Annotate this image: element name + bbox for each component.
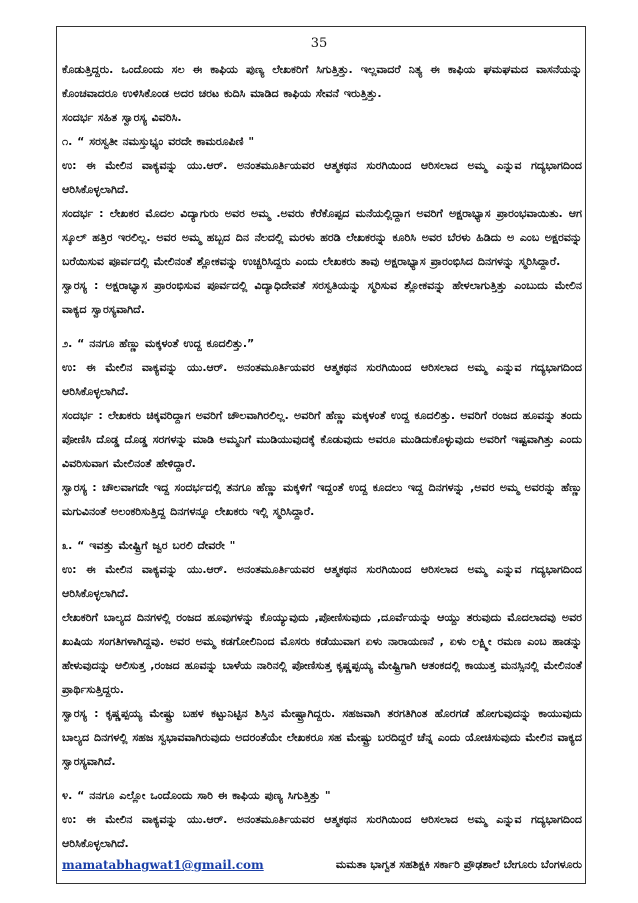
question-1: ೧. “ ಸರಸ್ವತೀ ನಮಸ್ತುಭ್ಯಂ ವರದೇ ಕಾಮರೂಪಿಣಿ " [62, 135, 255, 148]
section-heading: ಸಂದರ್ಭ ಸಹಿತ ಸ್ವಾರಸ್ಯ ವಿವರಿಸಿ. [62, 111, 182, 124]
answer-1-significance: ಸ್ವಾರಸ್ಯ : ಅಕ್ಷರಾಭ್ಯಾಸ ಪ್ರಾರಂಭಿಸುವ ಪೂರ್ವದಲ್ಲಿ ವಿದ್ಯಾಧಿದೇವತೆ ಸರಸ್ವತಿಯನ್ನು ಸ್ಮರಿಸುವ ಶ್ಲೋಕವನ್ನು ಹೇಳಲಾಗುತ್ತಿತ್ತು ಎಂಬುದು ಮೇಲಿನ ವಾಕ್ಯದ ಸ್ವಾರಸ್ಯವಾಗಿದೆ. [62, 279, 582, 316]
question-3: ೩. “ ಇವತ್ತು ಮೇಷ್ಟ್ರಿಗೆ ಜ್ವರ ಬರಲಿ ದೇವರೇ " [62, 539, 236, 552]
answer-2-significance: ಸ್ವಾರಸ್ಯ : ಚೌಲವಾಗದೇ ಇದ್ದ ಸಂದರ್ಭದಲ್ಲಿ ತನಗೂ ಹೆಣ್ಣು ಮಕ್ಕಳಿಗೆ ಇದ್ದಂತೆ ಉದ್ದ ಕೂದಲು ಇದ್ದ ದಿನಗಳನ್ನು ,ಅವರ ಅಮ್ಮ ಅವರನ್ನು ಹೆಣ್ಣು ಮಗುವಿನಂತೆ ಅಲಂಕರಿಸುತ್ತಿದ್ದ ದಿನಗಳನ್ನೂ ಲೇಖಕರು ಇಲ್ಲಿ ಸ್ಮರಿಸಿದ್ದಾರೆ. [62, 481, 582, 518]
answer-4-source: ಉ: ಈ ಮೇಲಿನ ವಾಕ್ಯವನ್ನು ಯು.ಆರ್. ಅನಂತಮೂರ್ತಿಯವರ ಆತ್ಮಕಥನ ಸುರಗಿಯಿಂದ ಆರಿಸಲಾದ ಅಮ್ಮ ಎನ್ನುವ ಗದ್ಯಭಾಗದಿಂದ ಆರಿಸಿಕೊಳ್ಳಲಾಗಿದೆ. [62, 813, 582, 850]
page-number: 35 [310, 36, 328, 51]
page-footer [62, 858, 582, 872]
answer-3-significance: ಸ್ವಾರಸ್ಯ : ಕೃಷ್ಣಪ್ಪಯ್ಯ ಮೇಷ್ಟ್ರು ಬಹಳ ಕಟ್ಟುನಿಟ್ಟಿನ ಶಿಸ್ತಿನ ಮೇಷ್ಟ್ರಾಗಿದ್ದರು. ಸಹಜವಾಗಿ ತರಗತಿಗಿಂತ ಹೊರಗಡೆ ಹೋಗುವುದನ್ನು ಕಾಯುವುದು ಬಾಲ್ಯದ ದಿನಗಳಲ್ಲಿ ಸಹಜ ಸ್ವಭಾವವಾಗಿರುವುದು ಅದರಂತೆಯೇ ಲೇಖಕರೂ ಸಹ ಮೇಷ್ಟ್ರು ಬರದಿದ್ದರೆ ಚೆನ್ನ ಎಂದು ಯೋಚಿಸುವುದು ಮೇಲಿನ ವಾಕ್ಯದ ಸ್ವಾರಸ್ಯವಾಗಿದೆ. [62, 707, 582, 768]
answer-3-source: ಉ: ಈ ಮೇಲಿನ ವಾಕ್ಯವನ್ನು ಯು.ಆರ್. ಅನಂತಮೂರ್ತಿಯವರ ಆತ್ಮಕಥನ ಸುರಗಿಯಿಂದ ಆರಿಸಲಾದ ಅಮ್ಮ ಎನ್ನುವ ಗದ್ಯಭಾಗದಿಂದ ಆರಿಸಿಕೊಳ್ಳಲಾಗಿದೆ. [62, 563, 582, 600]
answer-1-source: ಉ: ಈ ಮೇಲಿನ ವಾಕ್ಯವನ್ನು ಯು.ಆರ್. ಅನಂತಮೂರ್ತಿಯವರ ಆತ್ಮಕಥನ ಸುರಗಿಯಿಂದ ಆರಿಸಲಾದ ಅಮ್ಮ ಎನ್ನುವ ಗದ್ಯಭಾಗದಿಂದ ಆರಿಸಿಕೊಳ್ಳಲಾಗಿದೆ. [62, 159, 582, 196]
paragraph-intro: ಕೊಡುತ್ತಿದ್ದರು. ಒಂದೊಂದು ಸಲ ಈ ಕಾಫಿಯ ಪುಣ್ಯ ಲೇಖಕರಿಗೆ ಸಿಗುತ್ತಿತ್ತು. ಇಲ್ಲವಾದರೆ ನಿತ್ಯ ಈ ಕಾಫಿಯ ಘಮಘಮದ ವಾಸನೆಯನ್ನು ಕೊಂಚವಾದರೂ ಉಳಿಸಿಕೊಂಡ ಅದರ ಚರಟ ಕುದಿಸಿ ಮಾಡಿದ ಕಾಫಿಯ ಸೇವನೆ ಇರುತ್ತಿತ್ತು. [62, 63, 582, 100]
footer-author: ಮಮತಾ ಭಾಗ್ವತ ಸಹಶಿಕ್ಷಕಿ ಸರ್ಕಾರಿ ಪ್ರೌಢಶಾಲೆ ಬೇಗೂರು ಬೆಂಗಳೂರು [335, 858, 582, 871]
answer-2-source: ಉ: ಈ ಮೇಲಿನ ವಾಕ್ಯವನ್ನು ಯು.ಆರ್. ಅನಂತಮೂರ್ತಿಯವರ ಆತ್ಮಕಥನ ಸುರಗಿಯಿಂದ ಆರಿಸಲಾದ ಅಮ್ಮ ಎನ್ನುವ ಗದ್ಯಭಾಗದಿಂದ ಆರಿಸಿಕೊಳ್ಳಲಾಗಿದೆ. [62, 361, 582, 398]
question-2: ೨. “ ನನಗೂ ಹೆಣ್ಣು ಮಕ್ಕಳಂತೆ ಉದ್ದ ಕೂದಲಿತ್ತು.” [62, 337, 255, 350]
question-4: ೪. “ ನನಗೂ ಎಲ್ಲೋ ಒಂದೊಂದು ಸಾರಿ ಈ ಕಾಫಿಯ ಪುಣ್ಯ ಸಿಗುತ್ತಿತ್ತು " [62, 789, 331, 802]
answer-2-context: ಸಂದರ್ಭ : ಲೇಖಕರು ಚಿಕ್ಕವರಿದ್ದಾಗ ಅವರಿಗೆ ಚೌಲವಾಗಿರಲಿಲ್ಲ. ಅವರಿಗೆ ಹೆಣ್ಣು ಮಕ್ಕಳಂತೆ ಉದ್ದ ಕೂದಲಿತ್ತು. ಅವರಿಗೆ ರಂಜದ ಹೂವನ್ನು ತಂದು ಪೋಣಿಸಿ ದೊಡ್ಡ ದೊಡ್ಡ ಸರಗಳನ್ನು ಮಾಡಿ ಅಮ್ಮನಿಗೆ ಮುಡಿಯುವುದಕ್ಕೆ ಕೊಡುವುದು ಅವರೂ ಮುಡಿದುಕೊಳ್ಳುವುದು ಅವರಿಗೆ ಇಷ್ಟವಾಗಿತ್ತು ಎಂದು ವಿವರಿಸುವಾಗ ಮೇಲಿನಂತೆ ಹೇಳಿದ್ದಾರೆ. [62, 409, 582, 470]
footer-email-link[interactable]: mamatabhagwat1@gmail.com [62, 858, 264, 872]
answer-3-context: ಲೇಖಕರಿಗೆ ಬಾಲ್ಯದ ದಿನಗಳಲ್ಲಿ ರಂಜದ ಹೂವುಗಳನ್ನು ಕೊಯ್ಯುವುದು ,ಪೋಣಿಸುವುದು ,ದೂರ್ವೆಯನ್ನು ಆಯ್ದು ತರುವುದು ಮೊದಲಾದವು ಅವರ ಖುಷಿಯ ಸಂಗತಿಗಳಾಗಿದ್ದವು. ಅವರ ಅಮ್ಮ ಕಡಗೋಲಿನಿಂದ ಮೊಸರು ಕಡೆಯುವಾಗ ಏಳು ನಾರಾಯಣನೆ , ಏಳು ಲಕ್ಷ್ಮೀ ರಮಣ ಎಂಬ ಹಾಡನ್ನು ಹೇಳುವುದನ್ನು ಆಲಿಸುತ್ತ ,ರಂಜದ ಹೂವನ್ನು ಬಾಳೆಯ ನಾರಿನಲ್ಲಿ ಪೋಣಿಸುತ್ತ ಕೃಷ್ಣಪ್ಪಯ್ಯ ಮೇಷ್ಟ್ರಿಗಾಗಿ ಆತಂಕದಲ್ಲಿ ಕಾಯುತ್ತ ಮನಸ್ಸಿನಲ್ಲಿ ಮೇಲಿನಂತೆ ಪ್ರಾರ್ಥಿಸುತ್ತಿದ್ದರು. [62, 611, 582, 696]
answer-1-context: ಸಂದರ್ಭ : ಲೇಖಕರ ಮೊದಲ ವಿದ್ಯಾಗುರು ಅವರ ಅಮ್ಮ .ಅವರು ಕೆರೆಕೊಪ್ಪದ ಮನೆಯಲ್ಲಿದ್ದಾಗ ಅವರಿಗೆ ಅಕ್ಷರಾಭ್ಯಾಸ ಪ್ರಾರಂಭವಾಯಿತು. ಆಗ ಸ್ಕೂಲ್ ಹತ್ತಿರ ಇರಲಿಲ್ಲ. ಅವರ ಅಮ್ಮ ಹಬ್ಬದ ದಿನ ನೆಲದಲ್ಲಿ ಮರಳು ಹರಡಿ ಲೇಖಕರನ್ನು ಕೂರಿಸಿ ಅವರ ಬೆರಳು ಹಿಡಿದು ಅ ಎಂಬ ಅಕ್ಷರವನ್ನು ಬರೆಯಿಸುವ ಪೂರ್ವದಲ್ಲಿ ಮೇಲಿನಂತೆ ಶ್ಲೋಕವನ್ನು ಉಚ್ಚರಿಸಿದ್ದರು ಎಂದು ಲೇಖಕರು ತಾವು ಅಕ್ಷರಾಭ್ಯಾಸ ಪ್ರಾರಂಭಿಸಿದ ದಿನಗಳನ್ನು ಸ್ಮರಿಸಿದ್ದಾರೆ. [62, 207, 582, 268]
document-body [62, 58, 582, 856]
